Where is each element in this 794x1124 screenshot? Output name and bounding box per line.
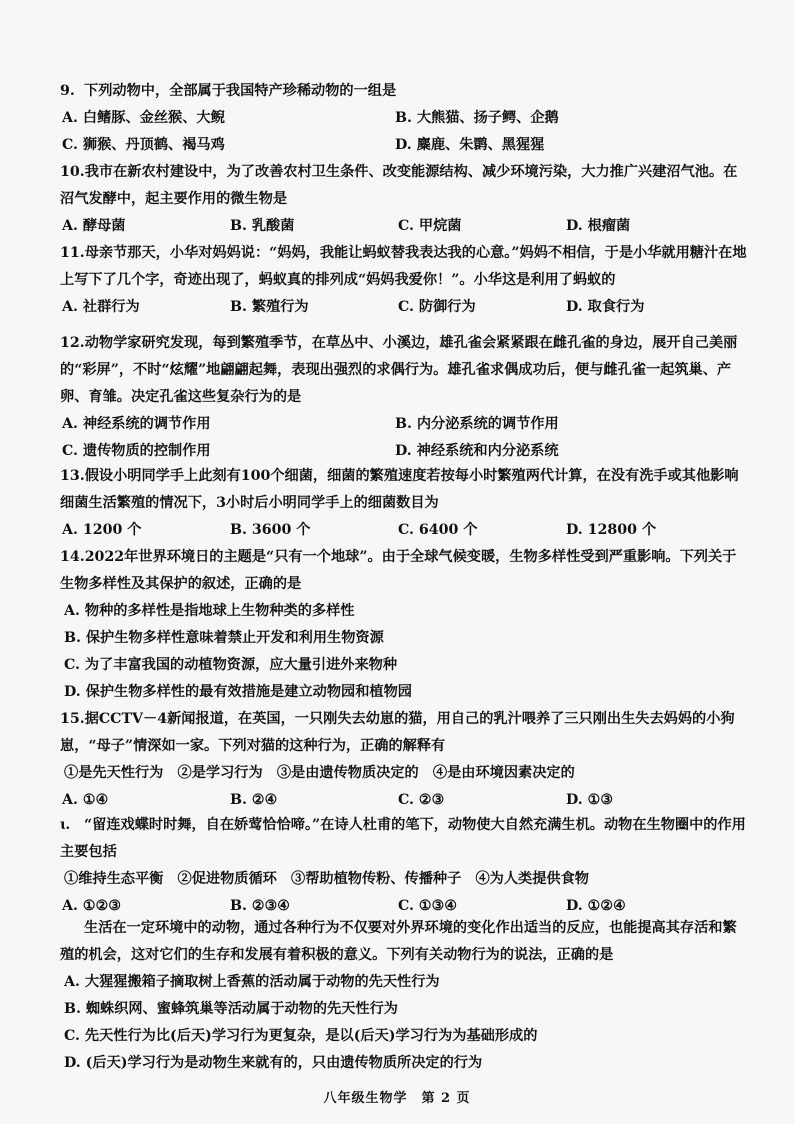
- question-stem: 据CCTV－4新闻报道，在英国，一只刚失去幼崽的猫，用自己的乳汁喂养了三只刚出生失去妈妈的小狗崽，“母子”情深如一家。下列对猫的这种行为，正确的解释有: [60, 711, 735, 754]
- options-row: [60, 213, 750, 240]
- question-16: [60, 812, 750, 920]
- option-b: B. 3600 个: [230, 522, 311, 538]
- option-b: B. ②③④: [230, 898, 291, 914]
- option-c: C. ②③: [398, 792, 445, 808]
- option-b: B. 大熊猫、扬子鳄、企鹅: [395, 110, 559, 126]
- option-d: D. 12800 个: [566, 522, 657, 538]
- option-a: A. 酵母菌: [62, 218, 126, 234]
- option-b: B. 蜘蛛织网、蜜蜂筑巢等活动属于动物的先天性行为: [64, 1001, 398, 1017]
- question-14: [60, 544, 750, 706]
- question-number: 13.: [60, 468, 85, 484]
- option-c: C. 6400 个: [398, 522, 478, 538]
- question-10: [60, 159, 750, 240]
- question-12: [60, 330, 750, 465]
- option-c: C. 为了丰富我国的动植物资源，应大量引进外来物种: [64, 657, 398, 673]
- options-row: [60, 517, 750, 544]
- options-row: [60, 105, 750, 132]
- question-11: [60, 240, 750, 321]
- question-9: [60, 78, 750, 159]
- option-b: B. ②④: [230, 792, 278, 808]
- option-d: D. 神经系统和内分泌系统: [395, 443, 559, 459]
- option-d: D. 麋鹿、朱鹮、黑猩猩: [395, 137, 545, 153]
- option-d: D. 根瘤菌: [566, 218, 631, 234]
- option-d: D. ①②④: [566, 898, 626, 914]
- option-d: D. 保护生物多样性的最有效措施是建立动物园和植物园: [64, 684, 412, 700]
- option-b: B. 保护生物多样性意味着禁止开发和利用生物资源: [64, 630, 384, 646]
- option-a: A. ①④: [62, 792, 109, 808]
- option-b: B. 乳酸菌: [230, 218, 295, 234]
- option-a: A. 物种的多样性是指地球上生物种类的多样性: [64, 603, 355, 619]
- option-a: A. ①②③: [62, 898, 122, 914]
- question-stem: 假设小明同学手上此刻有100个细菌，细菌的繁殖速度若按每小时繁殖两代计算，在没有洗手或其他影响细菌生活繁殖的情况下，3小时后小明同学手上的细菌数目为: [60, 468, 739, 511]
- options-row: [60, 787, 750, 814]
- option-d: D. (后天)学习行为是动物生来就有的，只由遗传物质所决定的行为: [64, 1055, 483, 1071]
- question-number: 12.: [60, 335, 85, 351]
- question-stem: 动物学家研究发现，每到繁殖季节，在草丛中、小溪边，雄孔雀会紧紧跟在雌孔雀的身边，展开自己美丽的“彩屏”，不时“炫耀”地翩翩起舞，表现出强烈的求偶行为。雄孔雀求偶成功后，便与雌孔雀一起筑巢、产卵、育雏。决定孔雀这些复杂行为的是: [60, 335, 738, 405]
- options-row: [60, 294, 750, 321]
- option-c: C. 先天性行为比(后天)学习行为更复杂，是以(后天)学习行为为基础形成的: [64, 1028, 538, 1044]
- option-a: A. 神经系统的调节作用: [62, 416, 211, 432]
- option-a: A. 社群行为: [62, 299, 140, 315]
- question-number: ɩ.: [60, 817, 71, 833]
- option-b: B. 内分泌系统的调节作用: [395, 416, 559, 432]
- options-row: [60, 132, 750, 159]
- option-a: A. 1200 个: [62, 522, 142, 538]
- question-stem: “留连戏蝶时时舞，自在娇莺恰恰啼。”在诗人杜甫的笔下，动物使大自然充满生机。动物在生物圈中的作用主要包括: [60, 817, 746, 860]
- question-number: 10.: [60, 164, 85, 180]
- question-stem: 2022年世界环境日的主题是“只有一个地球”。由于全球气候变暖，生物多样性受到严重影响。下列关于生物多样性及其保护的叙述，正确的是: [60, 549, 737, 592]
- question-stem: 我市在新农村建设中，为了改善农村卫生条件、改变能源结构、减少环境污染，大力推广兴建沼气池。在沼气发酵中，起主要作用的微生物是: [60, 164, 738, 207]
- option-d: D. ①③: [566, 792, 614, 808]
- option-c: C. 遗传物质的控制作用: [62, 443, 211, 459]
- option-c: C. ①③④: [398, 898, 458, 914]
- question-13: [60, 463, 750, 544]
- options-row: [60, 411, 750, 438]
- question-15: [60, 706, 750, 814]
- statement-list: ①维持生态平衡 ②促进物质循环 ③帮助植物传粉、传播种子 ④为人类提供食物: [64, 871, 589, 887]
- question-number: 9.: [60, 83, 75, 99]
- question-stem: 生活在一定环境中的动物，通过各种行为不仅要对外界环境的变化作出适当的反应，也能提高其存活和繁殖的机会，这对它们的生存和发展有着积极的意义。下列有关动物行为的说法，正确的是: [60, 920, 737, 963]
- statement-list: ①是先天性行为 ②是学习行为 ③是由遗传物质决定的 ④是由环境因素决定的: [64, 765, 575, 781]
- question-stem: 下列动物中，全部属于我国特产珍稀动物的一组是: [84, 83, 397, 99]
- question-number: 14.: [60, 549, 85, 565]
- option-d: D. 取食行为: [566, 299, 645, 315]
- question-stem: 母亲节那天，小华对妈妈说：“妈妈，我能让蚂蚁替我表达我的心意。”妈妈不相信，于是小华就用糖汁在地上写下了几个字，奇迹出现了，蚂蚁真的排列成“妈妈我爱你！”。小华这是利用了蚂蚁的: [60, 245, 747, 288]
- option-a: A. 大猩猩搬箱子摘取树上香蕉的活动属于动物的先天性行为: [64, 974, 440, 990]
- page-footer: 八年级生物学 第 2 页: [323, 1091, 471, 1106]
- option-c: C. 甲烷菌: [398, 218, 462, 234]
- question-17: [60, 915, 750, 1077]
- question-number: 11.: [60, 245, 85, 261]
- option-c: C. 狮猴、丹顶鹤、褐马鸡: [62, 137, 225, 153]
- options-row: [60, 438, 750, 465]
- option-c: C. 防御行为: [398, 299, 476, 315]
- option-a: A. 白鳍豚、金丝猴、大鲵: [62, 110, 225, 126]
- question-number: 15.: [60, 711, 85, 727]
- option-b: B. 繁殖行为: [230, 299, 309, 315]
